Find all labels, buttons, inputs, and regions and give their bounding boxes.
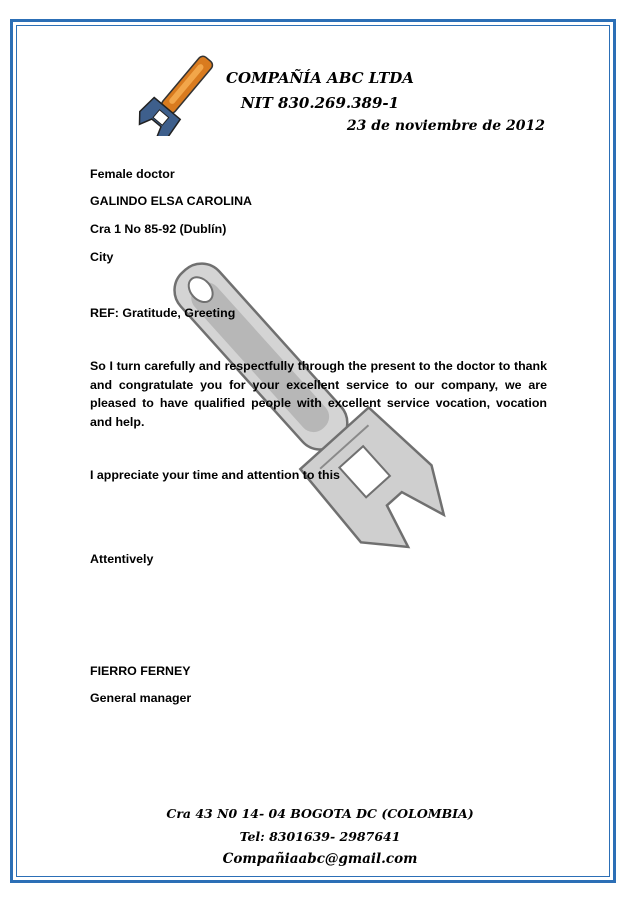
company-nit: NIT 830.269.389-1 — [240, 94, 400, 112]
recipient-name: GALINDO ELSA CAROLINA — [90, 194, 252, 208]
body-paragraph: So I turn carefully and respectfully through the present to the doctor to thank and congratulate you for your excellent service to our company, we are pleased to have qualified people with excellent service vocation, vocation and help. — [90, 359, 547, 430]
recipient-salutation: Female doctor — [90, 167, 175, 181]
footer-email: Compañiaabc@gmail.com — [222, 851, 418, 867]
recipient-address: Cra 1 No 85-92 (Dublín) — [90, 222, 227, 236]
reference-line: REF: Gratitude, Greeting — [90, 306, 236, 320]
company-name: COMPAÑÍA ABC LTDA — [226, 69, 414, 87]
signature-title: General manager — [90, 691, 192, 705]
recipient-city: City — [90, 250, 114, 264]
footer-phone: Tel: 8301639- 2987641 — [239, 829, 401, 844]
signature-name: FIERRO FERNEY — [90, 664, 191, 678]
closing: Attentively — [90, 552, 154, 566]
footer-address: Cra 43 N0 14- 04 BOGOTA DC (COLOMBIA) — [166, 806, 474, 821]
letter-date: 23 de noviembre de 2012 — [346, 118, 545, 134]
body-paragraph-2: I appreciate your time and attention to this — [90, 468, 340, 482]
